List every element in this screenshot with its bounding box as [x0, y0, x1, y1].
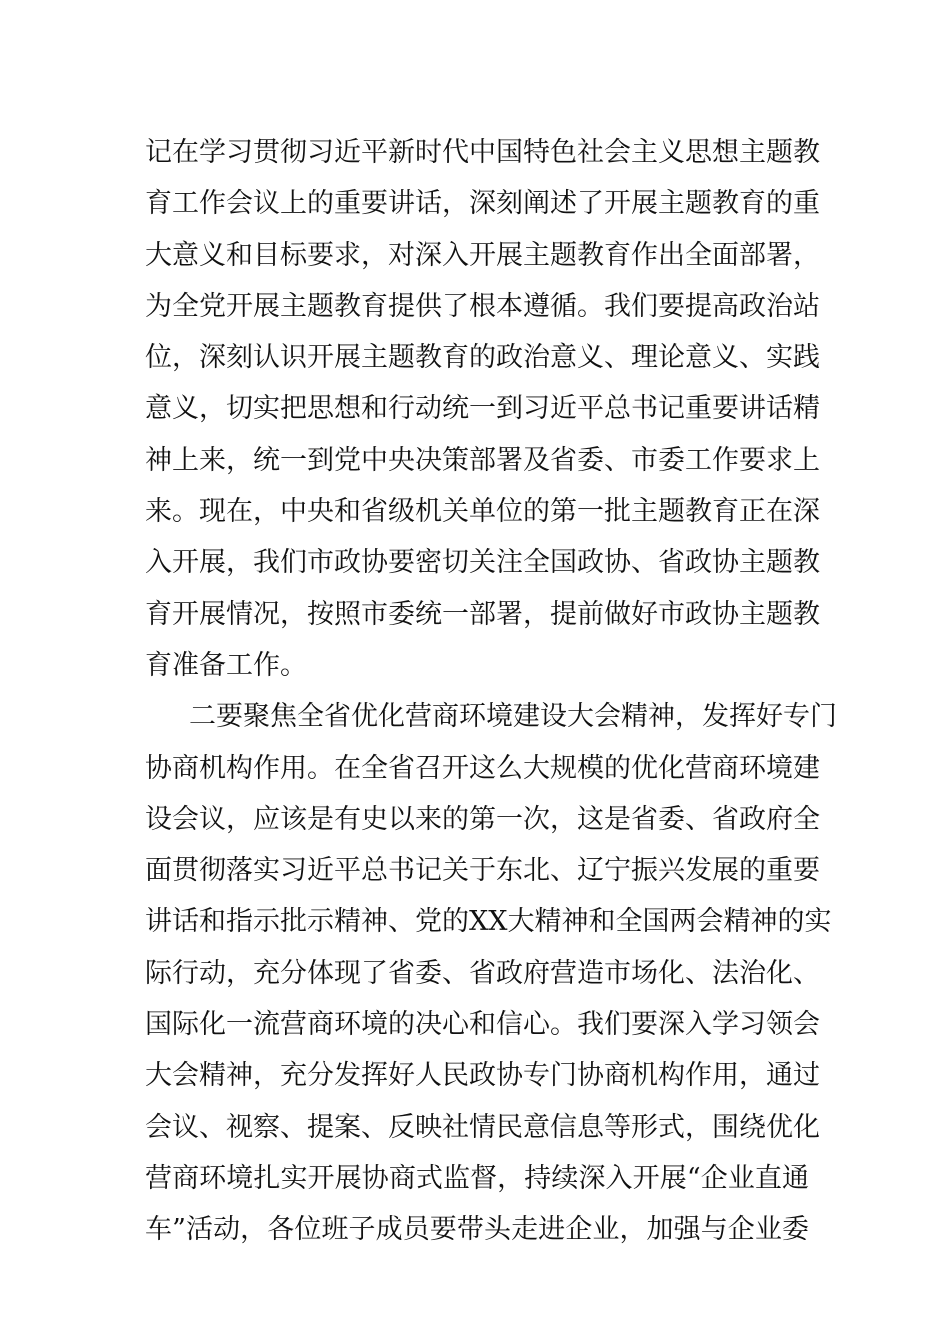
- text-line-1: 记在学习贯彻习近平新时代中国特色社会主义思想主题教: [145, 137, 820, 168]
- text-line-7: 神上来，统一到党中央决策部署及省委、市委工作要求上: [145, 444, 820, 476]
- text-line-16: 讲话和指示批示精神、党的XX大精神和全国两会精神的实: [145, 906, 832, 938]
- text-line-12: 二要聚焦全省优化营商环境建设大会精神，发挥好专门: [189, 701, 837, 733]
- text-line-20: 会议、视察、提案、反映社情民意信息等形式，围绕优化: [145, 1111, 820, 1143]
- text-line-15: 面贯彻落实习近平总书记关于东北、辽宁振兴发展的重要: [145, 855, 820, 887]
- text-line-9: 入开展，我们市政协要密切关注全国政协、省政协主题教: [145, 547, 820, 579]
- text-line-21: 营商环境扎实开展协商式监督，持续深入开展“企业直通: [145, 1162, 809, 1194]
- text-line-3: 大意义和目标要求，对深入开展主题教育作出全面部署，: [145, 239, 820, 271]
- text-line-2: 育工作会议上的重要讲话，深刻阐述了开展主题教育的重: [145, 188, 820, 220]
- text-line-18: 国际化一流营商环境的决心和信心。我们要深入学习领会: [145, 1009, 820, 1041]
- text-line-11: 育准备工作。: [145, 649, 307, 681]
- text-line-6: 意义，切实把思想和行动统一到习近平总书记重要讲话精: [145, 393, 820, 425]
- text-line-19: 大会精神，充分发挥好人民政协专门协商机构作用，通过: [145, 1060, 820, 1092]
- text-line-5: 位，深刻认识开展主题教育的政治意义、理论意义、实践: [145, 342, 820, 374]
- text-line-14: 设会议，应该是有史以来的第一次，这是省委、省政府全: [145, 803, 820, 835]
- text-line-22: 车”活动，各位班子成员要带头走进企业，加强与企业委: [145, 1214, 809, 1246]
- text-line-17: 际行动，充分体现了省委、省政府营造市场化、法治化、: [145, 957, 820, 989]
- text-line-10: 育开展情况，按照市委统一部署，提前做好市政协主题教: [145, 598, 820, 630]
- text-line-13: 协商机构作用。在全省召开这么大规模的优化营商环境建: [145, 752, 820, 784]
- text-line-8: 来。现在，中央和省级机关单位的第一批主题教育正在深: [145, 496, 820, 528]
- document-body: [145, 127, 837, 1256]
- text-line-4: 为全党开展主题教育提供了根本遵循。我们要提高政治站: [145, 290, 820, 322]
